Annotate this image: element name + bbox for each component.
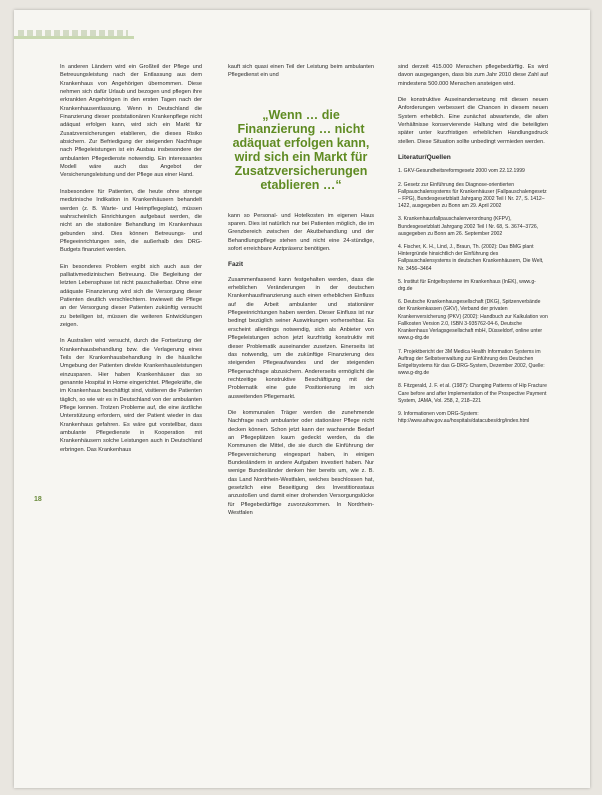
magazine-page: [14, 10, 590, 788]
paragraph: sind derzeit 415.000 Menschen pflegebedürftig. Es wird davon ausgegangen, dass bis zum Jahr 2010 diese Zahl auf mindestens 500.000 Menschen ansteigen wird.: [398, 64, 548, 87]
paragraph: Die kommunalen Träger werden die zunehmende Nachfrage nach ambulanter oder stationärer Pflege nicht decken können. Schon jetzt kann der wachsende Bedarf an Pflegeplätzen kaum gedeckt werden, da die Kommunen die Mittel, die sie durch die Einführung der Pflegeversicherung eingespart haben, in einigen Bundesländern in andere Aufgaben investiert haben. Nur wenige Bundesländer denken hier bereits um, wie z. B. das Land Nordrhein-Westfalen, welches beschlossen hat, gesetzlich eine Beseitigung des Investitionsstaus anzustoßen und damit einer drohenden Versorgungslücke für Pflegebedürftige zuvorzukommen. In Nordrhein-Westfalen: [228, 409, 374, 517]
paragraph: kauft sich quasi einen Teil der Leistung beim ambulanten Pflegedienst ein und: [228, 64, 374, 79]
reference-item: 3. Krankenhausfallpauschalenverordnung (KFPV), Bundesgesetzblatt Jahrgang 2002 Teil I Nr. 68, S. 3674–3726, ausgegeben zu Bonn am 26. September 2002: [398, 216, 539, 237]
header-rule: [14, 36, 134, 39]
paragraph: Die konstruktive Auseinandersetzung mit diesen neuen Anforderungen verbessert die Chancen in diesem neuen System erheblich. Eine zunächst abwartende, die alten Verhältnisse konservierende Haltung wird die beteiligten später unter kurzfristigen erheblichen Handlungsdruck stellen. Diese Situation sollte unbedingt vermieden werden.: [398, 97, 548, 145]
section-heading: Fazit: [228, 261, 244, 269]
paragraph: In Australien wird versucht, durch die Fortsetzung der Krankenhausbehandlung bzw. die Verlagerung eines Teils der Krankenhausbehandlung in die häusliche Umgebung der Patienten direkte Krankenhausleistungen einzusparen. Hier haben Krankenhäuser das so genannte Hospital in Home eingerichtet. Pflegekräfte, die im Krankenhaus beschäftigt sind, visitieren die Patienten täglich, so wie wir es in Deutschland von der ambulanten Pflege kennen. Trotzen Probleme auf, die eine ärztliche Unterstützung erfordern, wird der Patient wieder in das Krankenhaus gefahren. Es wäre gut vorstellbar, dass ambulante Pflegedienste in Kooperation mit Krankenhäusern solche Leistungen auch in Deutschland erbringen. Das Krankenhaus: [60, 338, 202, 453]
pull-quote: „Wenn … die Finanzierung … nicht adäquat erfolgen kann, wird sich ein Markt für Zusatzversicherungen etablieren …“: [232, 107, 370, 192]
paragraph: Insbesondere für Patienten, die heute ohne strenge medizinische Indikation in Krankenhäusern behandelt werden (z. B. Warte- und Heimpflegeplatz), müssen wahrscheinlich Einrichtungen aufgebaut werden, die nicht an die stationäre Behandlung im Krankenhaus gebunden sind. Dies können Betreuungs- und Pflegeeinrichtungen sein, die außerhalb des DRG-Budgets finanziert werden.: [60, 188, 202, 254]
paragraph: Ein besonderes Problem ergibt sich auch aus der palliativmedizinischen Betreuung. Die Begleitung der letzten Lebensphase ist nicht pauschalierbar. Ohne eine adäquate Finanzierung wird sich die Versorgung dieser Patienten deutlich verschlechtern. Inwieweit die Pflege an der Versorgung dieser Patienten zukünftig versucht zu beteiligen ist, müssen die weiteren Entwicklungen zeigen.: [60, 263, 202, 328]
column-2: [228, 63, 374, 525]
reference-item: 9. Informationen vom DRG-System: http://www.aihw.gov.au/hospitals/datacubes/drg/index.html: [398, 410, 530, 425]
page-number: 18: [34, 496, 42, 503]
column-1: [60, 63, 202, 462]
column-3: [398, 63, 548, 431]
reference-item: 4. Fischer, K. H., Lind, J., Braun, Th. (2002): Das BMG plant Hintergründe hinsichtlich der Einführung des Fallpauschalensystems in deutschen Krankenhäusern, Die Welt, Nr. 3456–3464: [398, 244, 544, 272]
paragraph: kann so Personal- und Hotelkosten im eigenen Haus sparen. Dies ist natürlich nur bei Patienten möglich, die im Grenzbereich zwischen der Akutbehandlung und der Behandlungspflege stehen und nicht eine 24-stündige, sofort erreichbare Arztpräsenz benötigen.: [228, 212, 374, 253]
paragraph: Zusammenfassend kann festgehalten werden, dass die erheblichen Veränderungen in der deutschen Krankenhausfinanzierung auch einen erheblichen Einfluss auf die Arbeit ambulanter und stationärer Pflegeeinrichtungen haben werden. Dieser Einfluss ist nur bedingt bezüglich seiner Auswirkungen vorhersehbar. Es erscheint allerdings notwendig, sich als Anbieter von Pflegeleistungen schon jetzt kurzfristig konstruktiv mit dieser Problematik auseinander zusetzen. Einerseits ist das notwendig, um die zukünftige Finanzierung des steigenden Pflegeaufwandes und der steigenden Pflegenachfrage abzusichern. Andererseits ermöglicht die rechtzeitige konstruktive Beschäftigung mit der Problematik eine gute Positionierung im sich ausweitenden Pflegemarkt.: [228, 276, 374, 400]
reference-item: 7. Projektbericht der 3M Medica Health Information Systems im Auftrag der Selbstverwaltung zur Einführung des Deutschen Entgeltsystems für das G-DRG-System, Dezember 2002, Quelle: www.g-drg.de: [398, 348, 545, 377]
reference-item: 1. GKV-Gesundheitsreformgesetz 2000 vom 22.12.1999: [398, 168, 525, 175]
reference-item: 5. Institut für Entgeltsysteme im Krankenhaus (InEK), www.g-drg.de: [398, 278, 536, 293]
reference-item: 6. Deutsche Krankenhausgesellschaft (DKG), Spitzenverbände der Krankenkassen (GKV), Verband der privaten Krankenversicherung (PKV) (2002): Handbuch zur Kalkulation von Fallkosten Version 2.0, ISBN 3-935762-04-6, Deutsche Krankenhaus Verlagsgesellschaft mbH, Düsseldorf, online unter www.g-drg.de: [398, 299, 548, 342]
reference-item: 8. Fitzgerald, J. F. et al. (1987): Changing Patterns of Hip Fracture Care before and after Implementation of the Prospective Payment System, JAMA, Vol. 258, 2, 218–221: [398, 383, 547, 404]
reference-list: [398, 168, 548, 425]
paragraph: In anderen Ländern wird ein Großteil der Pflege und Betreuungsleistung nach der Entlassung aus dem Krankenhaus von Angehörigen übernommen. Diese nehmen sich dafür Urlaub und bezogen und pflegen ihre erkrankten Angehörigen in den ersten Tagen nach der Krankenhausentlassung. Wenn in Deutschland die Finanzierung dieser poststationären Krankenpflege nicht adäquat erfolgen kann, wird sich ein Markt für Zusatzversicherungen etablieren, die dieses Risiko absichern. Zur Befriedigung der steigenden Nachfrage nach Pflegeleistungen ist ein Ausbau insbesondere der ambulanten Pflegedienste notwendig. Ein interessantes Modell wäre auch das Angebot der Versicherungsleistung und der Pflege aus einer Hand.: [60, 64, 202, 179]
references-heading: Literatur/Quellen: [398, 154, 451, 162]
reference-item: 2. Gesetz zur Einführung des Diagnose-orientierten Fallpauschalensystems für Krankenhäuser (Fallpauschalengesetz – FPG), Bundesgesetzblatt Jahrgang 2002 Teil I Nr. 27, S. 1412–1422, ausgegeben zu Bonn am 29. April 2002: [398, 181, 547, 210]
